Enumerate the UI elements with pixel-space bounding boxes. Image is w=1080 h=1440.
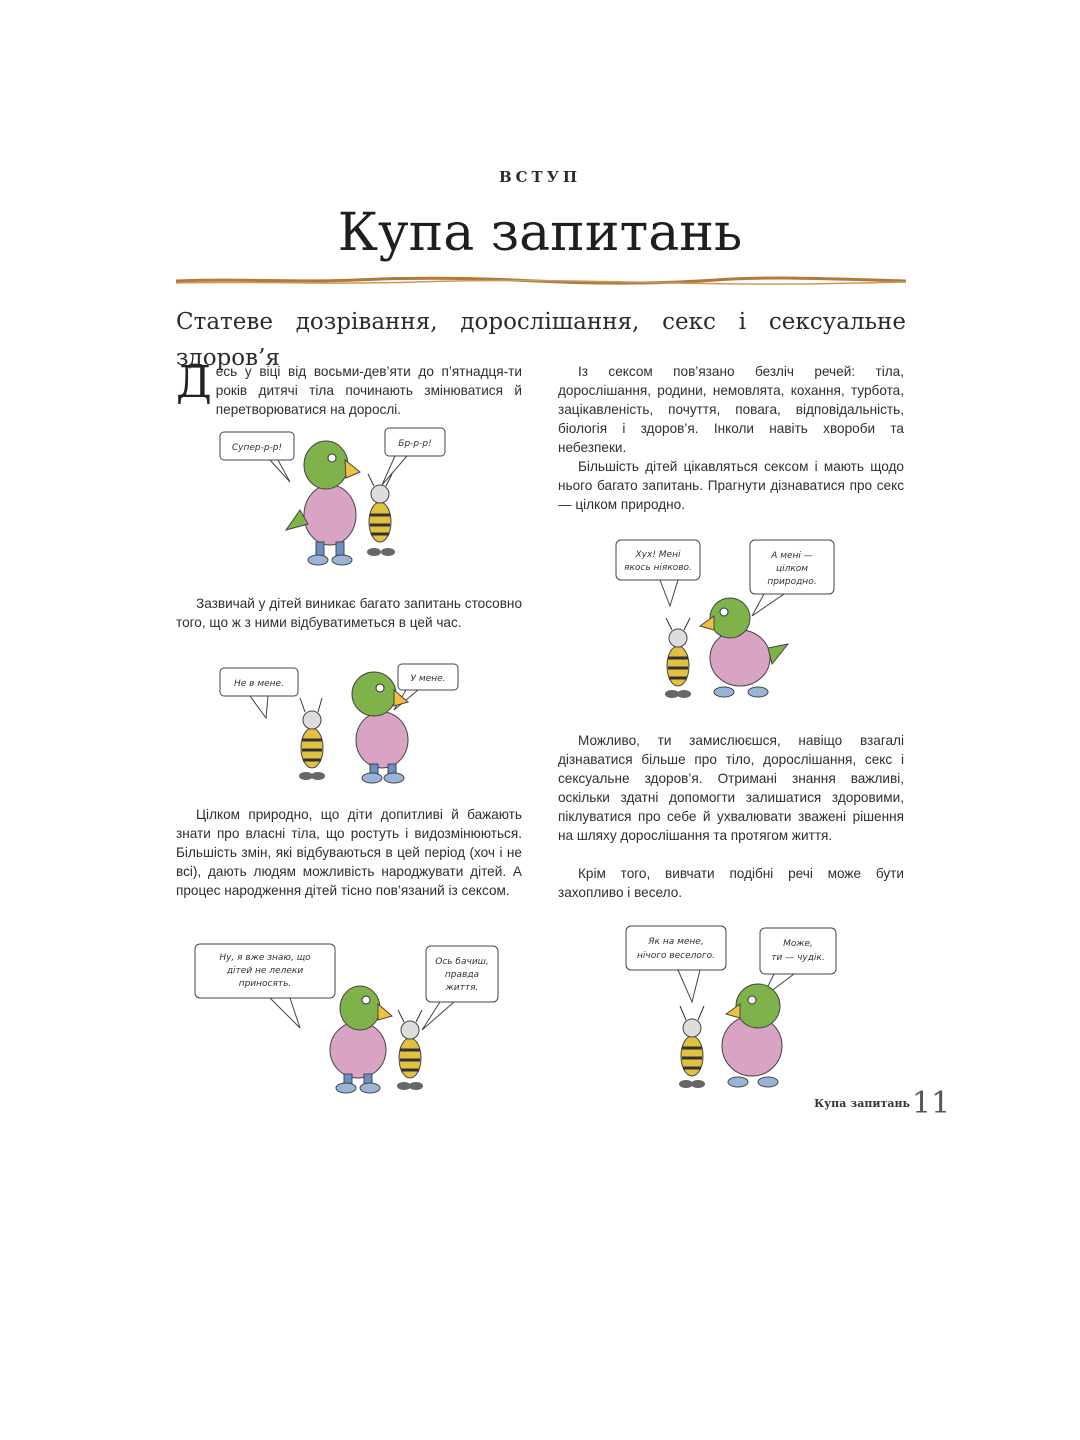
comic-4-bubble-right-line-2: цілком [775, 564, 809, 574]
comic-4-bubble-left-line-1: Хух! Мені [635, 550, 681, 560]
comic-4-bubble-right-line-1: А мені — [771, 551, 813, 561]
left-paragraph-3: Цілком природно, що діти допитливі й бажають знати про власні тіла, що ростуть і видозмінюються. Більшість змін, які відбуваються в цей період (хоч і не всі), дають людям можливість народжувати дітей. А процес народження дітей тісно пов’язаний із сексом. [176, 807, 522, 898]
bee-character [679, 1006, 705, 1088]
right-paragraph-2: Більшість дітей цікавляться сексом і мають щодо нього багато запитань. Прагнути дізнаватися про секс — цілком природно. [558, 459, 904, 512]
comic-4-bubble-right-line-3: природно. [767, 577, 817, 587]
comic-3-bubble-right-line-1: Ось бачиш, [435, 957, 489, 967]
bee-character [367, 474, 395, 556]
comic-illustration-4 [612, 536, 852, 704]
parrot-character [700, 598, 788, 697]
bee-character [397, 1010, 423, 1090]
comic-illustration-2 [210, 660, 480, 788]
right-paragraph-3: Можливо, ти замислюєшся, навіщо взагалі дізнаватися більше про тіло, дорослішання, секс і сексуальне здоров’я. Отримані знання важливі, оскільки здатні допомогти залишатися здоровими, піклуватися про себе й ухвалювати зважені рішення на шляху дорослішання та протягом життя. [558, 733, 904, 843]
left-paragraph-2: Зазвичай у дітей виникає багато запитань стосовно того, що ж з ними відбуватиметься в цей час. [176, 596, 522, 630]
comic-1-bubble-right: Бр-р-р! [398, 439, 432, 449]
comic-illustration-3 [190, 938, 520, 1098]
comic-5-bubble-left-line-1: Як на мене, [648, 937, 704, 947]
comic-4-bubble-left-line-2: якось ніяково. [624, 563, 692, 573]
comic-3-bubble-right-line-2: правда [444, 970, 480, 980]
comic-5-bubble-right-line-1: Може, [783, 939, 813, 949]
parrot-character [286, 441, 360, 565]
comic-3-bubble-right-line-3: життя. [445, 983, 479, 993]
parrot-character [722, 984, 782, 1087]
comic-3-bubble-left-line-2: дітей не лелеки [226, 966, 304, 976]
comic-3-bubble-left-line-3: приносять. [238, 979, 292, 989]
chapter-kicker: ВСТУП [498, 168, 582, 186]
right-paragraph-4: Крім того, вивчати подібні речі може бути захопливо і весело. [558, 866, 904, 900]
page-title: Купа запитань [337, 203, 743, 263]
comic-5-bubble-right-line-2: ти — чудік. [771, 953, 825, 963]
page-subtitle: Статеве дозрівання, дорослішання, секс і сексуальне здоров’я [176, 309, 906, 371]
right-paragraph-1: Із сексом пов’язано безліч речей: тіла, дорослішання, родини, немовлята, кохання, турбота, зацікавленість, почуття, повага, відповідальність, біологія і здоров’я. Інколи навіть хвороби та небезпеки. [558, 364, 904, 455]
left-paragraph-1-text: есь у віці від восьми-дев’яти до п’ятнадця-ти років дитячі тіла починають змінюватися й перетворюватися на дорослі. [215, 364, 522, 417]
comic-illustration-5 [622, 922, 852, 1094]
parrot-character [330, 986, 392, 1093]
decorative-rule [176, 272, 906, 290]
comic-5-bubble-left-line-2: нічого веселого. [637, 951, 715, 961]
page-number: 11 [912, 1086, 951, 1121]
bee-character [665, 618, 691, 698]
running-footer-title: Купа запитань [814, 1097, 910, 1110]
comic-2-bubble-left: Не в мене. [234, 679, 284, 689]
comic-3-bubble-left-line-1: Ну, я вже знаю, що [219, 953, 311, 963]
comic-illustration-1 [200, 420, 480, 570]
left-paragraph-1 [176, 357, 522, 419]
bee-character [299, 698, 325, 780]
comic-2-bubble-right: У мене. [410, 674, 446, 684]
comic-1-bubble-left: Супер-р-р! [231, 443, 283, 453]
drop-cap: Д [176, 357, 212, 408]
